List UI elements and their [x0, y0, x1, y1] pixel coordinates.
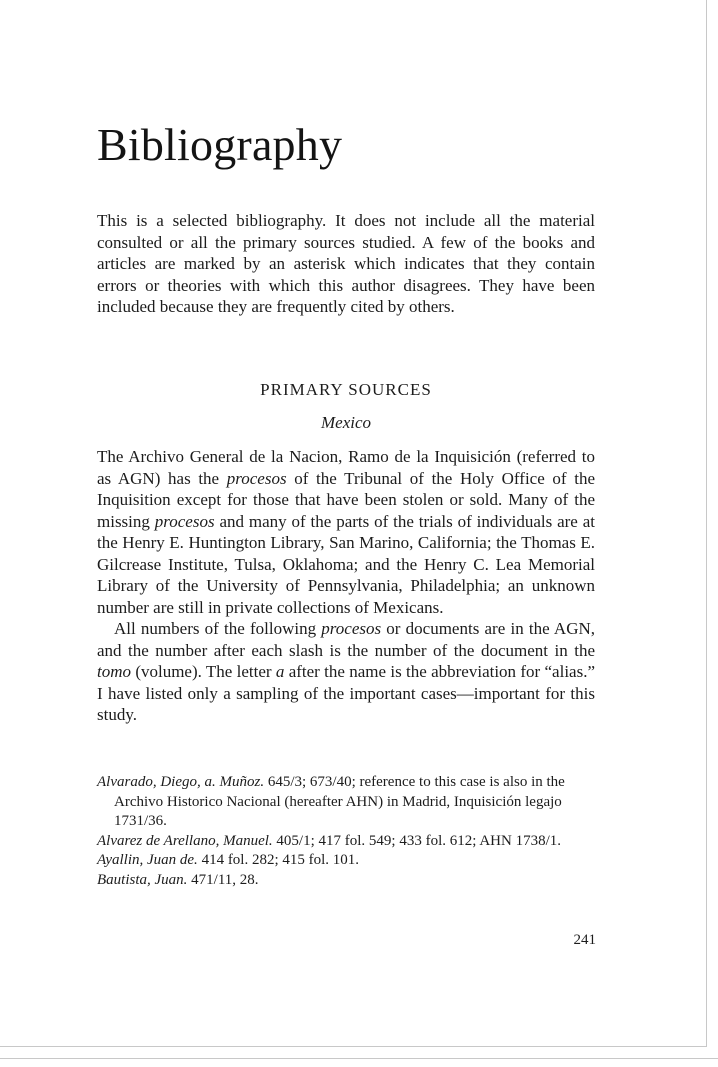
page-number: 241 [573, 932, 596, 948]
entry-detail: 414 fol. 282; 415 fol. 101. [197, 852, 360, 868]
section-heading-primary-sources: PRIMARY SOURCES [260, 380, 432, 399]
intro-text: This is a selected bibliography. It does not include all the material consulted or all the primary sources studied. A few of the books and articles are marked by an asterisk which indicates that they contain errors or theories with which this author disagrees. They have been included because they are frequently cited by others. [97, 211, 595, 316]
text-segment: of the Tribunal of the Holy Office of the Inquisition except for those that have been stolen or sold. Many of the missing [97, 468, 595, 531]
body-text [97, 446, 595, 726]
entry-name: Ayallin, Juan de. [97, 852, 198, 868]
italic-term: procesos [321, 619, 382, 638]
text-segment: and many of the parts of the trials of individuals are at the Henry E. Huntington Library, San Marino, California; the Thomas E. Gilcrease Institute, Tulsa, Oklahoma; and the Henry C. Lea Memorial Library of the University of Pennsylvania, Philadelphia; an unknown number are still in private collections of Mexicans. [97, 511, 595, 617]
numbering-paragraph [97, 618, 595, 726]
bibliography-entry [97, 851, 597, 871]
archive-paragraph [97, 446, 595, 618]
bibliography-entry [97, 832, 597, 852]
text-segment: or documents are in the AGN, and the number after each slash is the number of the document in the [97, 619, 595, 660]
entry-detail: 645/3; 673/40; reference to this case is also in the Archivo Historico Nacional (hereafter AHN) in Madrid, Inquisición legajo 1731/36. [114, 774, 565, 829]
page-title: Bibliography [97, 119, 343, 170]
entry-name: Alvarez de Arellano, Manuel. [97, 832, 273, 849]
italic-term: procesos [154, 511, 215, 531]
entry-detail: 405/1; 417 fol. 549; 433 fol. 612; AHN 1738/1. [272, 832, 562, 849]
italic-term: procesos [226, 468, 287, 488]
italic-term: a [275, 662, 285, 681]
text-segment: (volume). The letter [131, 662, 276, 681]
bibliography-entry [97, 871, 597, 891]
italic-term: tomo [97, 662, 131, 681]
text-segment: All numbers of the following [114, 619, 322, 638]
intro-paragraph [97, 210, 595, 318]
bibliography-entry-list [97, 773, 597, 890]
text-segment: after the name is the abbreviation for “alias.” I have listed only a sampling of the important cases—important for this study. [97, 662, 596, 724]
entry-name: Alvarado, Diego, a. Muñoz. [97, 774, 265, 790]
subsection-heading-mexico: Mexico [320, 413, 372, 432]
entry-name: Bautista, Juan. [97, 871, 188, 888]
bibliography-entry [97, 773, 597, 832]
text-segment: The Archivo General de la Nacion, Ramo de la Inquisición (referred to as AGN) has the [97, 447, 595, 488]
entry-detail: 471/11, 28. [187, 871, 259, 888]
